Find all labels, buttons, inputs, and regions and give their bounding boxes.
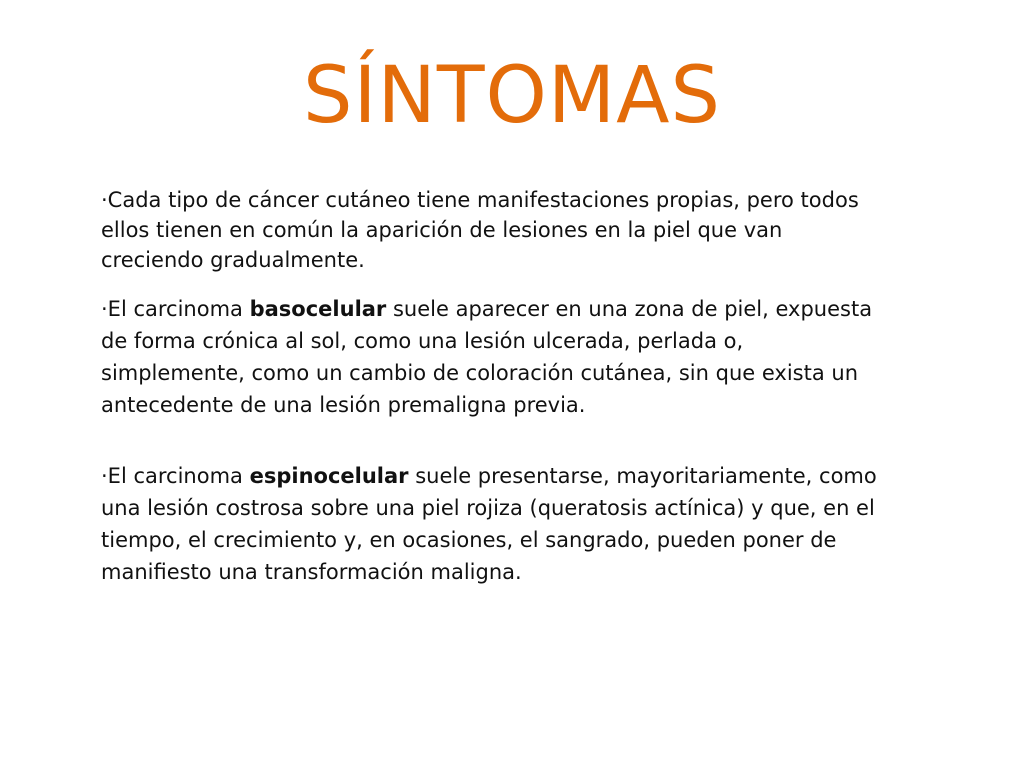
paragraph-text: suele aparecer en una zona de piel, expuesta bbox=[386, 297, 873, 321]
paragraph-text: suele presentarse, mayoritariamente, como bbox=[408, 464, 877, 488]
slide-title: SÍNTOMAS bbox=[302, 51, 722, 141]
paragraph-general-symptoms bbox=[101, 185, 961, 275]
paragraph-line bbox=[101, 293, 961, 325]
paragraph-line: ellos tienen en común la aparición de lesiones en la piel que van bbox=[101, 218, 783, 242]
paragraph-line: antecedente de una lesión premaligna previa. bbox=[101, 393, 586, 417]
paragraph-line bbox=[101, 460, 961, 492]
paragraph-line: una lesión costrosa sobre una piel rojiza (queratosis actínica) y que, en el bbox=[101, 496, 875, 520]
term-espinocelular: espinocelular bbox=[249, 464, 409, 488]
paragraph-line: ·Cada tipo de cáncer cutáneo tiene manifestaciones propias, pero todos bbox=[101, 188, 859, 212]
paragraph-basal-cell-carcinoma bbox=[101, 293, 961, 421]
term-basocelular: basocelular bbox=[249, 297, 387, 321]
paragraph-line: simplemente, como un cambio de coloración cutánea, sin que exista un bbox=[101, 361, 859, 385]
paragraph-squamous-cell-carcinoma bbox=[101, 460, 961, 588]
paragraph-line: manifiesto una transformación maligna. bbox=[101, 560, 522, 584]
paragraph-line: de forma crónica al sol, como una lesión ulcerada, perlada o, bbox=[101, 329, 744, 353]
paragraph-line: creciendo gradualmente. bbox=[101, 248, 365, 272]
paragraph-text: ·El carcinoma bbox=[101, 464, 250, 488]
paragraph-text: ·El carcinoma bbox=[101, 297, 250, 321]
paragraph-line: tiempo, el crecimiento y, en ocasiones, el sangrado, pueden poner de bbox=[101, 528, 837, 552]
